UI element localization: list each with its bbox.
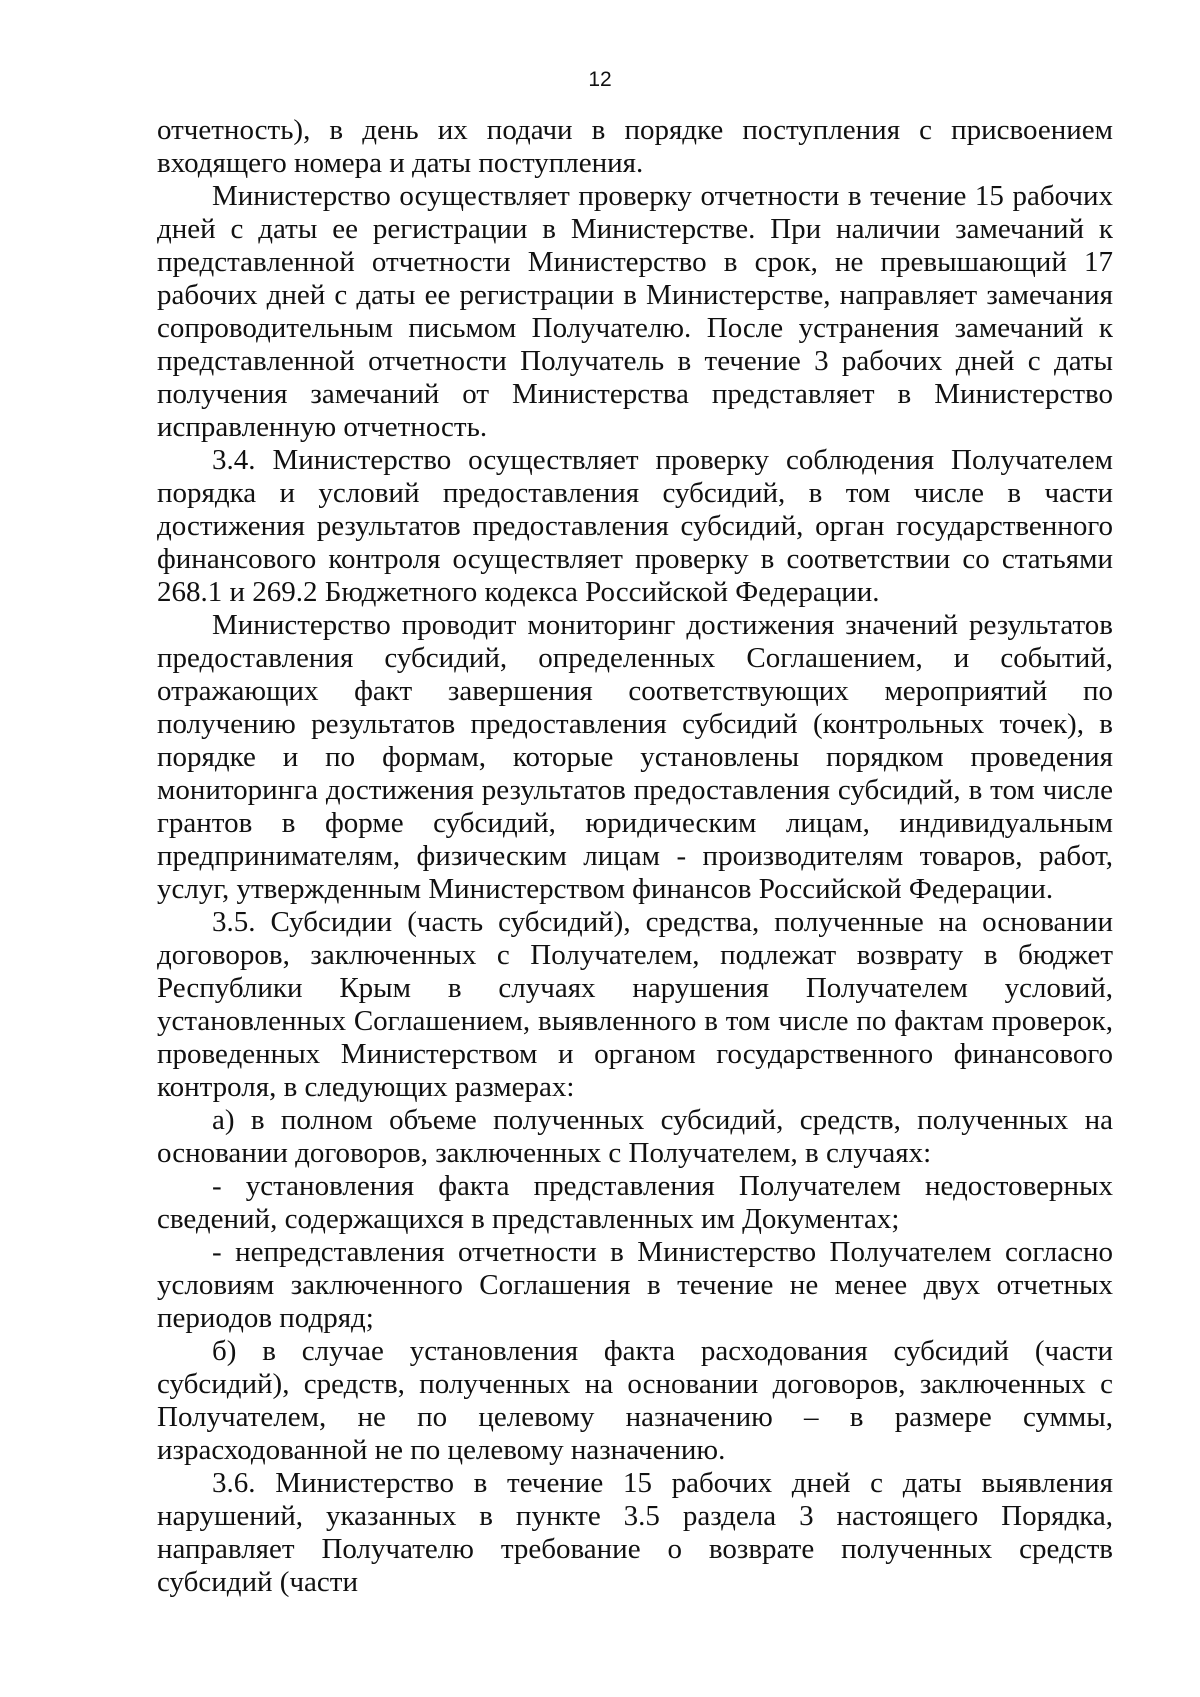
paragraph-3-4: 3.4. Министерство осуществляет проверку соблюдения Получателем порядка и условий предоставления субсидий, в том числе в части достижения результатов предоставления субсидий, орган государственного финансового контроля осуществляет проверку в соответствии со статьями 268.1 и 269.2 Бюджетного кодекса Российской Федерации. — [157, 444, 1113, 608]
document-body — [157, 114, 1113, 1599]
paragraph-monitoring: Министерство проводит мониторинг достижения значений результатов предоставления субсидий, определенных Соглашением, и событий, отражающих факт завершения соответствующих мероприятий по получению результатов предоставления субсидий (контрольных точек), в порядке и по формам, которые установлены порядком проведения мониторинга достижения результатов предоставления субсидий, в том числе грантов в форме субсидий, юридическим лицам, индивидуальным предпринимателям, физическим лицам - производителям товаров, работ, услуг, утвержденным Министерством финансов Российской Федерации. — [157, 609, 1113, 905]
paragraph-item-b: б) в случае установления факта расходования субсидий (части субсидий), средств, полученных на основании договоров, заключенных с Получателем, не по целевому назначению – в размере суммы, израсходованной не по целевому назначению. — [157, 1335, 1113, 1466]
paragraph-dash-item-2: - непредставления отчетности в Министерство Получателем согласно условиям заключенного Соглашения в течение не менее двух отчетных периодов подряд; — [157, 1236, 1113, 1334]
paragraph-reporting-intake: отчетность), в день их подачи в порядке поступления с присвоением входящего номера и даты поступления. — [157, 114, 1113, 179]
paragraph-3-5: 3.5. Субсидии (часть субсидий), средства, полученные на основании договоров, заключенных с Получателем, подлежат возврату в бюджет Республики Крым в случаях нарушения Получателем условий, установленных Соглашением, выявленного в том числе по фактам проверок, проведенных Министерством и органом государственного финансового контроля, в следующих размерах: — [157, 906, 1113, 1103]
paragraph-item-a: а) в полном объеме полученных субсидий, средств, полученных на основании договоров, заключенных с Получателем, в случаях: — [157, 1104, 1113, 1169]
paragraph-dash-item-1: - установления факта представления Получателем недостоверных сведений, содержащихся в представленных им Документах; — [157, 1170, 1113, 1235]
paragraph-3-6: 3.6. Министерство в течение 15 рабочих дней с даты выявления нарушений, указанных в пункте 3.5 раздела 3 настоящего Порядка, направляет Получателю требование о возврате полученных средств субсидий (части — [157, 1467, 1113, 1598]
paragraph-reporting-review: Министерство осуществляет проверку отчетности в течение 15 рабочих дней с даты ее регистрации в Министерстве. При наличии замечаний к представленной отчетности Министерство в срок, не превышающий 17 рабочих дней с даты ее регистрации в Министерстве, направляет замечания сопроводительным письмом Получателю. После устранения замечаний к представленной отчетности Получатель в течение 3 рабочих дней с даты получения замечаний от Министерства представляет в Министерство исправленную отчетность. — [157, 180, 1113, 443]
page-number: 12 — [588, 68, 612, 91]
